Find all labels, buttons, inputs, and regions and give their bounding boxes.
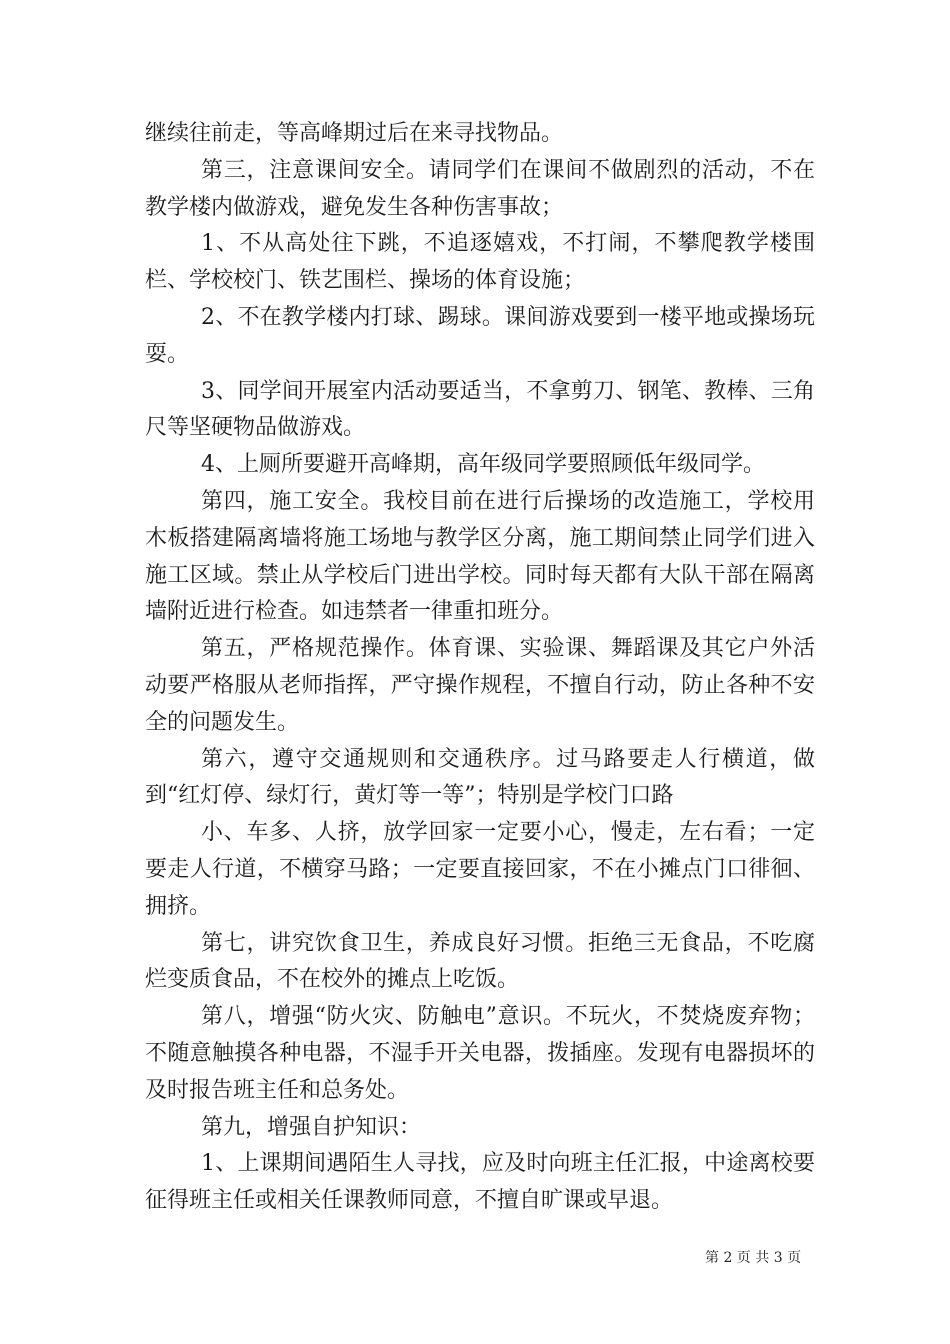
paragraph: 第六，遵守交通规则和交通秩序。过马路要走人行横道，做到“红灯停、绿灯行，黄灯等一等”；特别是学校门口路 bbox=[145, 746, 815, 809]
paragraph: 第四，施工安全。我校目前在进行后操场的改造施工，学校用木板搭建隔离墙将施工场地与教学区分离，施工期间禁止同学们进入施工区域。禁止从学校后门进出学校。同时每天都有大队干部在隔离墙附近进行检查。如违禁者一律重扣班分。 bbox=[145, 488, 815, 625]
paragraph: 第五，严格规范操作。体育课、实验课、舞蹈课及其它户外活动要严格服从老师指挥，严守操作规程，不擅自行动，防止各种不安全的问题发生。 bbox=[145, 636, 815, 735]
paragraph: 4、上厕所要避开高峰期，高年级同学要照顾低年级同学。 bbox=[201, 452, 765, 478]
paragraph: 继续往前走，等高峰期过后在来寻找物品。 bbox=[145, 121, 564, 146]
paragraph: 第八，增强“防火灾、防触电”意识。不玩火，不焚烧废弃物；不随意触摸各种电器，不湿手开关电器，拨插座。发现有电器损坏的及时报告班主任和总务处。 bbox=[145, 1004, 815, 1103]
page-number: 第 2 页 共 3 页 bbox=[705, 1250, 802, 1266]
document-body bbox=[145, 116, 815, 1220]
paragraph: 3、同学间开展室内活动要适当，不拿剪刀、钢笔、教棒、三角尺等坚硬物品做游戏。 bbox=[145, 378, 815, 441]
paragraph: 2、不在教学楼内打球、踢球。课间游戏要到一楼平地或操场玩耍。 bbox=[145, 304, 815, 367]
paragraph: 1、不从高处往下跳，不追逐嬉戏，不打闹，不攀爬教学楼围栏、学校校门、铁艺围栏、操场的体育设施； bbox=[145, 231, 815, 294]
paragraph: 第九，增强自护知识： bbox=[201, 1114, 422, 1140]
paragraph: 第三，注意课间安全。请同学们在课间不做剧烈的活动，不在教学楼内做游戏，避免发生各种伤害事故； bbox=[145, 157, 815, 220]
paragraph: 1、上课期间遇陌生人寻找，应及时向班主任汇报，中途离校要征得班主任或相关任课教师同意，不擅自旷课或早退。 bbox=[145, 1151, 815, 1214]
paragraph: 小、车多、人挤，放学回家一定要小心，慢走，左右看；一定要走人行道，不横穿马路；一定要直接回家，不在小摊点门口徘徊、拥挤。 bbox=[145, 820, 815, 919]
paragraph: 第七，讲究饮食卫生，养成良好习惯。拒绝三无食品，不吃腐烂变质食品，不在校外的摊点上吃饭。 bbox=[145, 930, 815, 993]
